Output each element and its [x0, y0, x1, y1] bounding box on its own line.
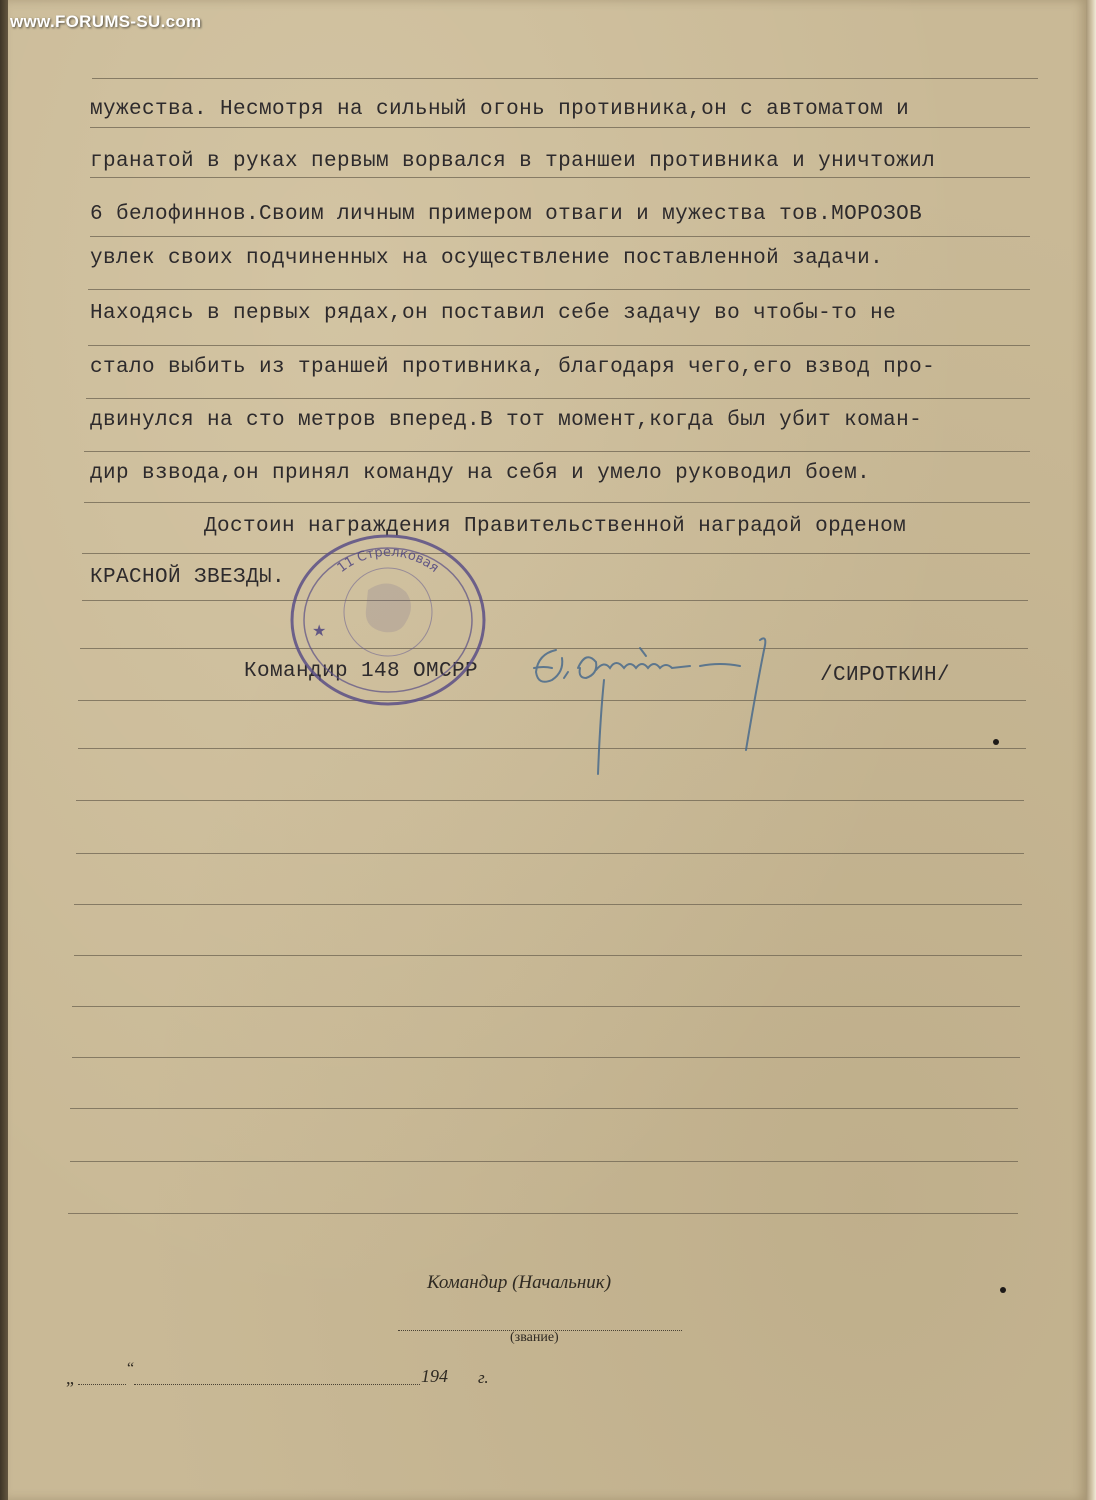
typed-line-2: гранатой в руках первым ворвался в траншеи противника и уничтожил	[90, 150, 936, 173]
ink-spot	[1000, 1287, 1006, 1293]
date-day-blank	[78, 1384, 126, 1385]
ink-spot	[993, 739, 999, 745]
stamp-text: 11 Стрелковая	[334, 544, 442, 576]
commander-surname: /СИРОТКИН/	[820, 664, 951, 687]
date-year: 194	[421, 1366, 448, 1386]
award-recommendation: Достоин награждения Правительственной наградой орденом	[204, 515, 907, 538]
svg-text:★: ★	[312, 621, 327, 640]
date-close-quote: “	[127, 1360, 135, 1377]
typed-line-4: увлек своих подчиненных на осуществление поставленной задачи.	[90, 247, 884, 270]
page-edge	[1086, 0, 1096, 1500]
rank-caption: (звание)	[510, 1330, 559, 1345]
watermark: www.FORUMS-SU.com	[10, 12, 202, 31]
date-month-blank	[134, 1384, 420, 1385]
typed-line-1: мужества. Несмотря на сильный огонь противника,он с автоматом и	[90, 98, 910, 121]
award-name: КРАСНОЙ ЗВЕЗДЫ.	[90, 566, 286, 589]
svg-text:11 Стрелковая	[335, 545, 442, 576]
handwritten-signature	[520, 628, 810, 788]
official-stamp	[290, 530, 486, 706]
typed-line-8: дир взвода,он принял команду на себя и умело руководил боем.	[90, 462, 871, 485]
typed-line-7: двинулся на сто метров вперед.В тот момент,когда был убит коман-	[90, 409, 923, 432]
commander-label: Командир (Начальник)	[427, 1272, 612, 1293]
date-suffix: г.	[478, 1368, 489, 1387]
commander-title: Командир 148 ОМСРР	[244, 660, 479, 683]
typed-line-5: Находясь в первых рядах,он поставил себе задачу во чтобы-то не	[90, 302, 897, 325]
typed-line-3: 6 белофиннов.Своим личным примером отваги и мужества тов.МОРОЗОВ	[90, 203, 923, 226]
typed-line-6: стало выбить из траншей противника, благодаря чего,его взвод про-	[90, 356, 936, 379]
date-open-quote: „	[66, 1368, 74, 1388]
